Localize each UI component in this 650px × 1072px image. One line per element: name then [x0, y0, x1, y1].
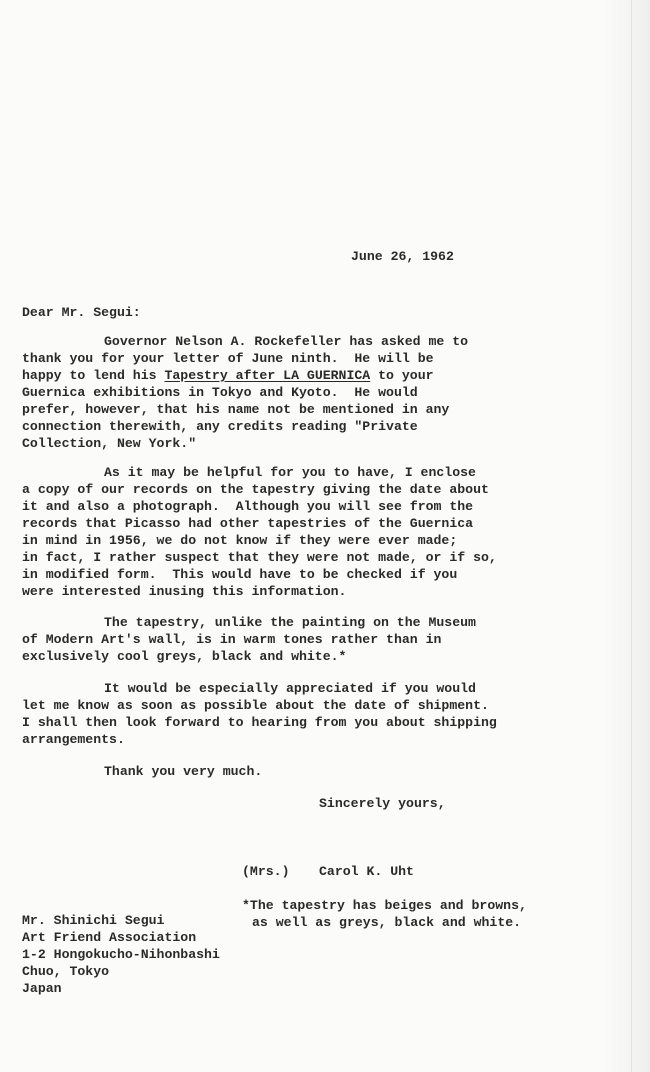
paragraph-1-line-3-after: to your	[370, 368, 434, 383]
recipient-name: Mr. Shinichi Segui	[22, 913, 165, 928]
paper-fold-line	[631, 0, 632, 1072]
paragraph-4-line-2: let me know as soon as possible about the date of shipment.	[22, 698, 489, 713]
recipient-organization: Art Friend Association	[22, 930, 197, 945]
footnote-line-1: *The tapestry has beiges and browns,	[242, 898, 527, 913]
paragraph-2-line-3: it and also a photograph. Although you will see from the	[22, 499, 474, 514]
closing: Sincerely yours,	[319, 796, 446, 811]
recipient-city: Chuo, Tokyo	[22, 964, 110, 979]
artwork-title-underlined: Tapestry after LA GUERNICA	[164, 368, 371, 383]
signature-name: Carol K. Uht	[319, 864, 414, 879]
paragraph-2-line-6: in fact, I rather suspect that they were not made, or if so,	[22, 550, 497, 565]
paragraph-3-line-2: of Modern Art's wall, is in warm tones rather than in	[22, 632, 442, 647]
paragraph-4-line-3: I shall then look forward to hearing from you about shipping	[22, 715, 497, 730]
paragraph-2-line-8: were interested inusing this information.	[22, 584, 347, 599]
paragraph-3-line-3: exclusively cool greys, black and white.*	[22, 649, 347, 664]
paragraph-4-line-1: It would be especially appreciated if you would	[104, 681, 476, 696]
paragraph-1-line-5: prefer, however, that his name not be mentioned in any	[22, 402, 450, 417]
paragraph-2-line-7: in modified form. This would have to be checked if you	[22, 567, 458, 582]
paragraph-2-line-4: records that Picasso had other tapestries of the Guernica	[22, 516, 474, 531]
signature-title: (Mrs.)	[242, 864, 290, 879]
paragraph-2-line-5: in mind in 1956, we do not know if they were ever made;	[22, 533, 458, 548]
paragraph-1-line-2: thank you for your letter of June ninth. He will be	[22, 351, 434, 366]
paragraph-5-line-1: Thank you very much.	[104, 764, 263, 779]
paragraph-1-line-6: connection therewith, any credits reading "Private	[22, 419, 418, 434]
recipient-country: Japan	[22, 981, 62, 996]
paragraph-3-line-1: The tapestry, unlike the painting on the Museum	[104, 615, 476, 630]
scan-edge-shadow	[604, 0, 650, 1072]
recipient-street: 1-2 Hongokucho-Nihonbashi	[22, 947, 220, 962]
paragraph-1-line-1: Governor Nelson A. Rockefeller has asked me to	[104, 334, 469, 349]
paragraph-2-line-1: As it may be helpful for you to have, I enclose	[104, 465, 476, 480]
salutation: Dear Mr. Segui:	[22, 305, 141, 320]
paragraph-1-line-7: Collection, New York."	[22, 436, 197, 451]
letter-date: June 26, 1962	[351, 249, 454, 264]
paragraph-1-line-3-before: happy to lend his	[22, 368, 165, 383]
footnote-line-2: as well as greys, black and white.	[252, 915, 522, 930]
paragraph-2-line-2: a copy of our records on the tapestry giving the date about	[22, 482, 489, 497]
paragraph-1-line-4: Guernica exhibitions in Tokyo and Kyoto. He would	[22, 385, 418, 400]
paragraph-4-line-4: arrangements.	[22, 732, 125, 747]
paragraph-1-line-3	[22, 367, 434, 384]
